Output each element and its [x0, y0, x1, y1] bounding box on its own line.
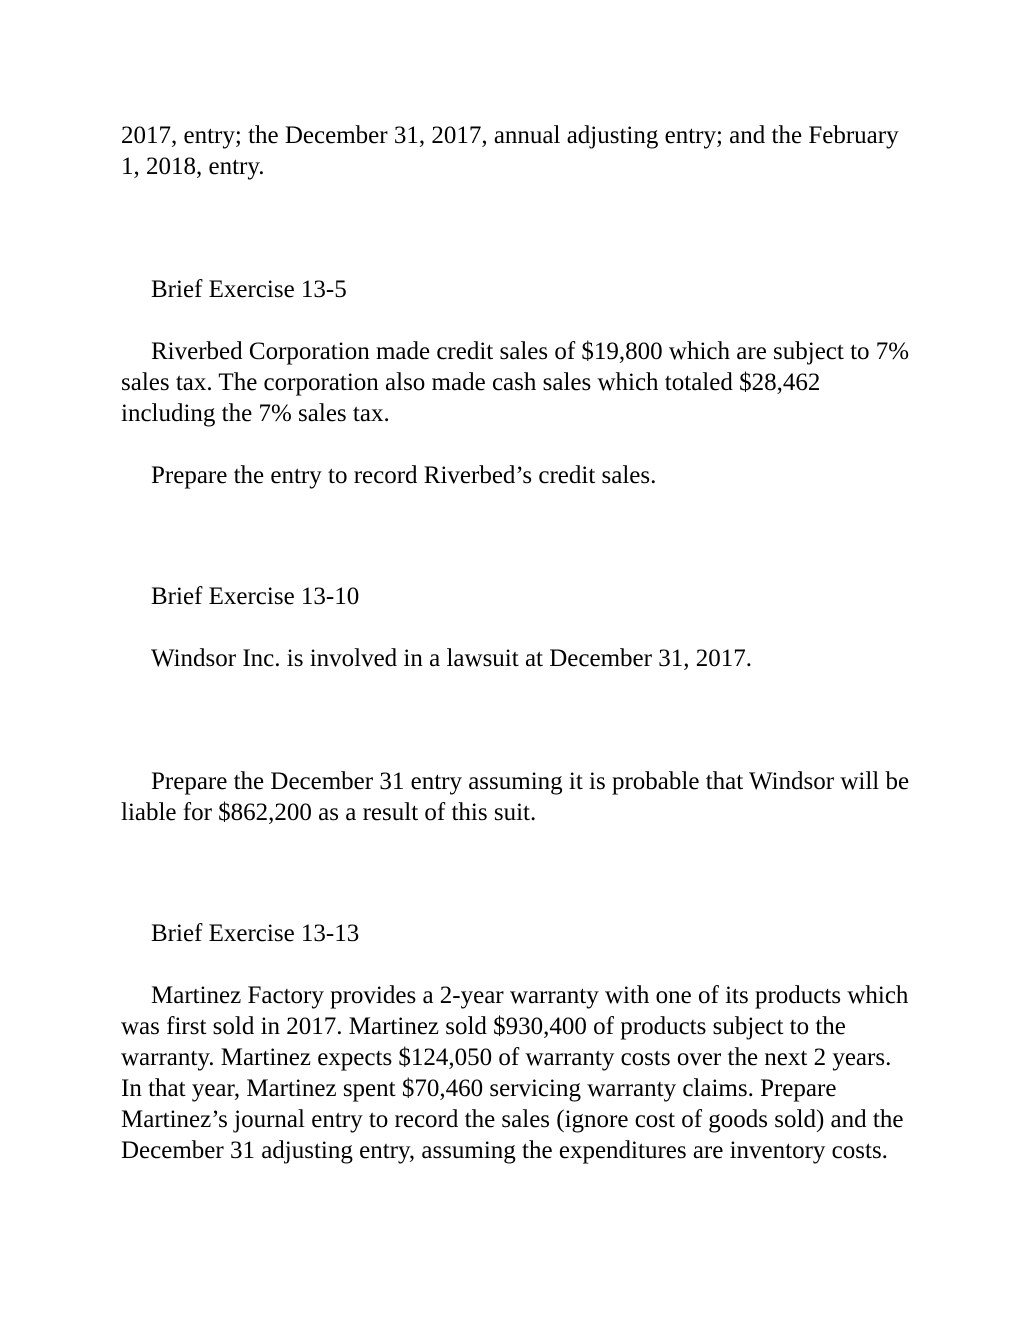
document-page — [121, 120, 911, 1166]
exercise-heading-13-10: Brief Exercise 13-10 — [151, 583, 360, 610]
exercise-heading-13-13: Brief Exercise 13-13 — [151, 920, 360, 947]
intro-paragraph: 2017, entry; the December 31, 2017, annual adjusting entry; and the February 1, 2018, entry. — [121, 122, 899, 180]
exercise-13-10-problem: Windsor Inc. is involved in a lawsuit at December 31, 2017. — [151, 645, 752, 672]
exercise-13-5-problem: Riverbed Corporation made credit sales of $19,800 which are subject to 7% sales tax. The corporation also made cash sales which totaled $28,462 including the 7% sales tax. — [121, 338, 910, 427]
exercise-13-5-instruction: Prepare the entry to record Riverbed’s credit sales. — [151, 462, 657, 489]
exercise-heading-13-5: Brief Exercise 13-5 — [151, 276, 347, 303]
exercise-13-10-instruction: Prepare the December 31 entry assuming it is probable that Windsor will be liable for $862,200 as a result of this suit. — [121, 768, 910, 826]
exercise-13-13-problem: Martinez Factory provides a 2-year warranty with one of its products which was first sold in 2017. Martinez sold $930,400 of products subject to the warranty. Martinez expects $124,050 of warranty costs over the next 2 years. In that year, Martinez spent $70,460 servicing warranty claims. Prepare Martinez’s journal entry to record the sales (ignore cost of goods sold) and the December 31 adjusting entry, assuming the expenditures are inventory costs. — [121, 982, 909, 1164]
